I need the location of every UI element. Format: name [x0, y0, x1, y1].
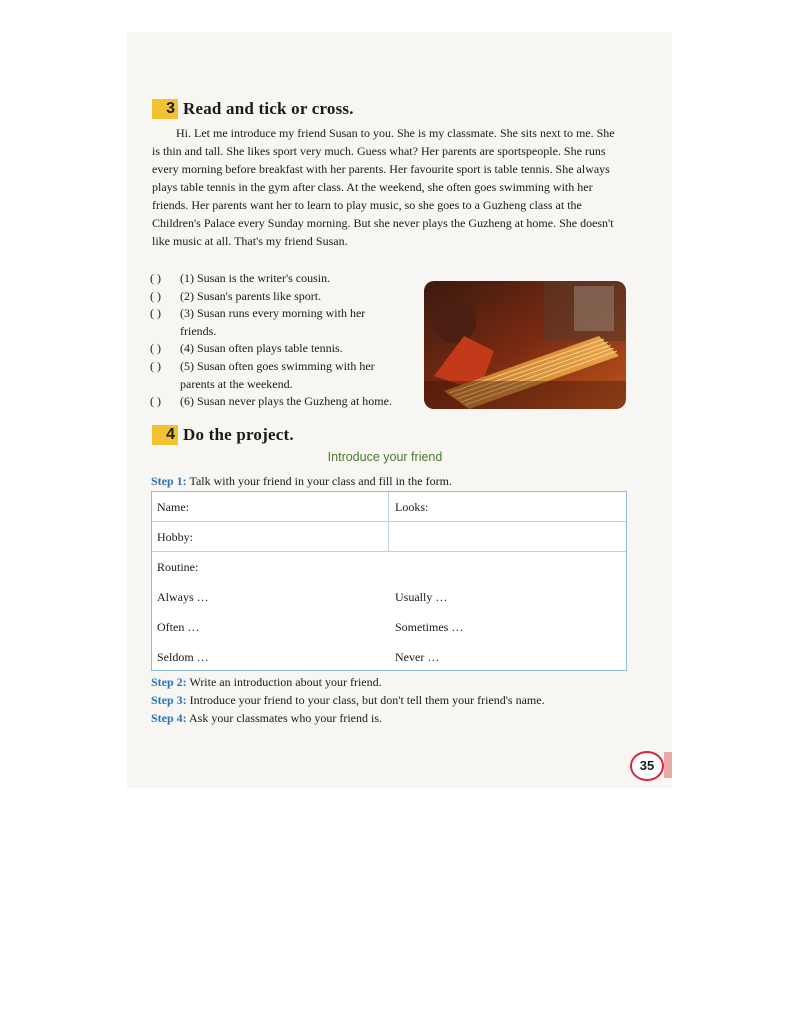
- step-4-text: Ask your classmates who your friend is.: [189, 711, 382, 725]
- form-hobby-label[interactable]: Hobby:: [157, 530, 193, 544]
- section-3-title: Read and tick or cross.: [183, 99, 354, 118]
- page-number: 35: [630, 751, 664, 781]
- question-item: [150, 358, 405, 393]
- question-item: [150, 340, 430, 358]
- form-name-label[interactable]: Name:: [157, 500, 189, 514]
- step-3-text: Introduce your friend to your class, but don't tell them your friend's name.: [189, 693, 545, 707]
- answer-bracket[interactable]: ( ): [150, 306, 161, 321]
- form-always-label[interactable]: Always …: [157, 590, 209, 604]
- step-1-text: Talk with your friend in your class and fill in the form.: [189, 474, 452, 488]
- question-text: (2) Susan's parents like sport.: [180, 288, 322, 303]
- step-1-label: Step 1:: [151, 474, 187, 488]
- step-1: [151, 473, 452, 489]
- form-usually-label[interactable]: Usually …: [395, 590, 448, 604]
- question-item: [150, 393, 430, 411]
- passage-text: Hi. Let me introduce my friend Susan to you. She is my classmate. She sits next to me. She is thin and tall. She likes sport very much. Guess what? Her parents are sportspeople. She runs every morning before breakfast with her parents. Her favourite sport is table tennis. She always plays table tennis in the gym after class. At the weekend, she often goes swimming with her friends. Her parents want her to learn to play music, so she goes to a Guzheng class at the Children's Palace every Sunday morning. But she never plays the Guzheng at home. She doesn't like music at all. That's my friend Susan.: [152, 126, 615, 248]
- section-4-number: 4: [152, 425, 178, 445]
- step-2-label: Step 2:: [151, 675, 187, 689]
- form-looks-label[interactable]: Looks:: [395, 500, 429, 514]
- form-sometimes-label[interactable]: Sometimes …: [395, 620, 464, 634]
- form-seldom-label[interactable]: Seldom …: [157, 650, 209, 664]
- friend-form: [151, 491, 627, 671]
- section-3-number: 3: [152, 99, 178, 119]
- step-3: [151, 692, 545, 708]
- answer-bracket[interactable]: ( ): [150, 271, 161, 285]
- question-list: [150, 270, 430, 411]
- question-item: [150, 270, 430, 288]
- question-text: (4) Susan often plays table tennis.: [180, 341, 343, 356]
- section-4-title: Do the project.: [183, 425, 294, 444]
- answer-bracket[interactable]: ( ): [150, 341, 161, 356]
- project-subtitle: Introduce your friend: [327, 450, 443, 464]
- step-4: [151, 710, 382, 726]
- form-routine-label: Routine:: [157, 560, 199, 574]
- answer-bracket[interactable]: ( ): [150, 394, 161, 409]
- question-item: [150, 288, 430, 306]
- answer-bracket[interactable]: ( ): [150, 358, 161, 373]
- section-4-heading: [152, 425, 294, 445]
- question-text: (1) Susan is the writer's cousin.: [180, 271, 331, 285]
- reading-passage: [152, 124, 620, 250]
- form-often-label[interactable]: Often …: [157, 620, 200, 634]
- section-3-heading: [152, 99, 354, 119]
- guzheng-illustration: [424, 281, 626, 409]
- question-item: [150, 305, 395, 340]
- answer-bracket[interactable]: ( ): [150, 288, 161, 303]
- page-edge-tab: [664, 752, 672, 778]
- form-never-label[interactable]: Never …: [395, 650, 440, 664]
- question-text: (6) Susan never plays the Guzheng at home.: [180, 394, 392, 409]
- step-4-label: Step 4:: [151, 711, 187, 725]
- question-text: (3) Susan runs every morning with her friends.: [180, 306, 366, 338]
- step-2: [151, 674, 382, 690]
- step-2-text: Write an introduction about your friend.: [189, 675, 382, 689]
- step-3-label: Step 3:: [151, 693, 187, 707]
- guzheng-photo: [424, 281, 626, 409]
- question-text: (5) Susan often goes swimming with her parents at the weekend.: [180, 358, 375, 391]
